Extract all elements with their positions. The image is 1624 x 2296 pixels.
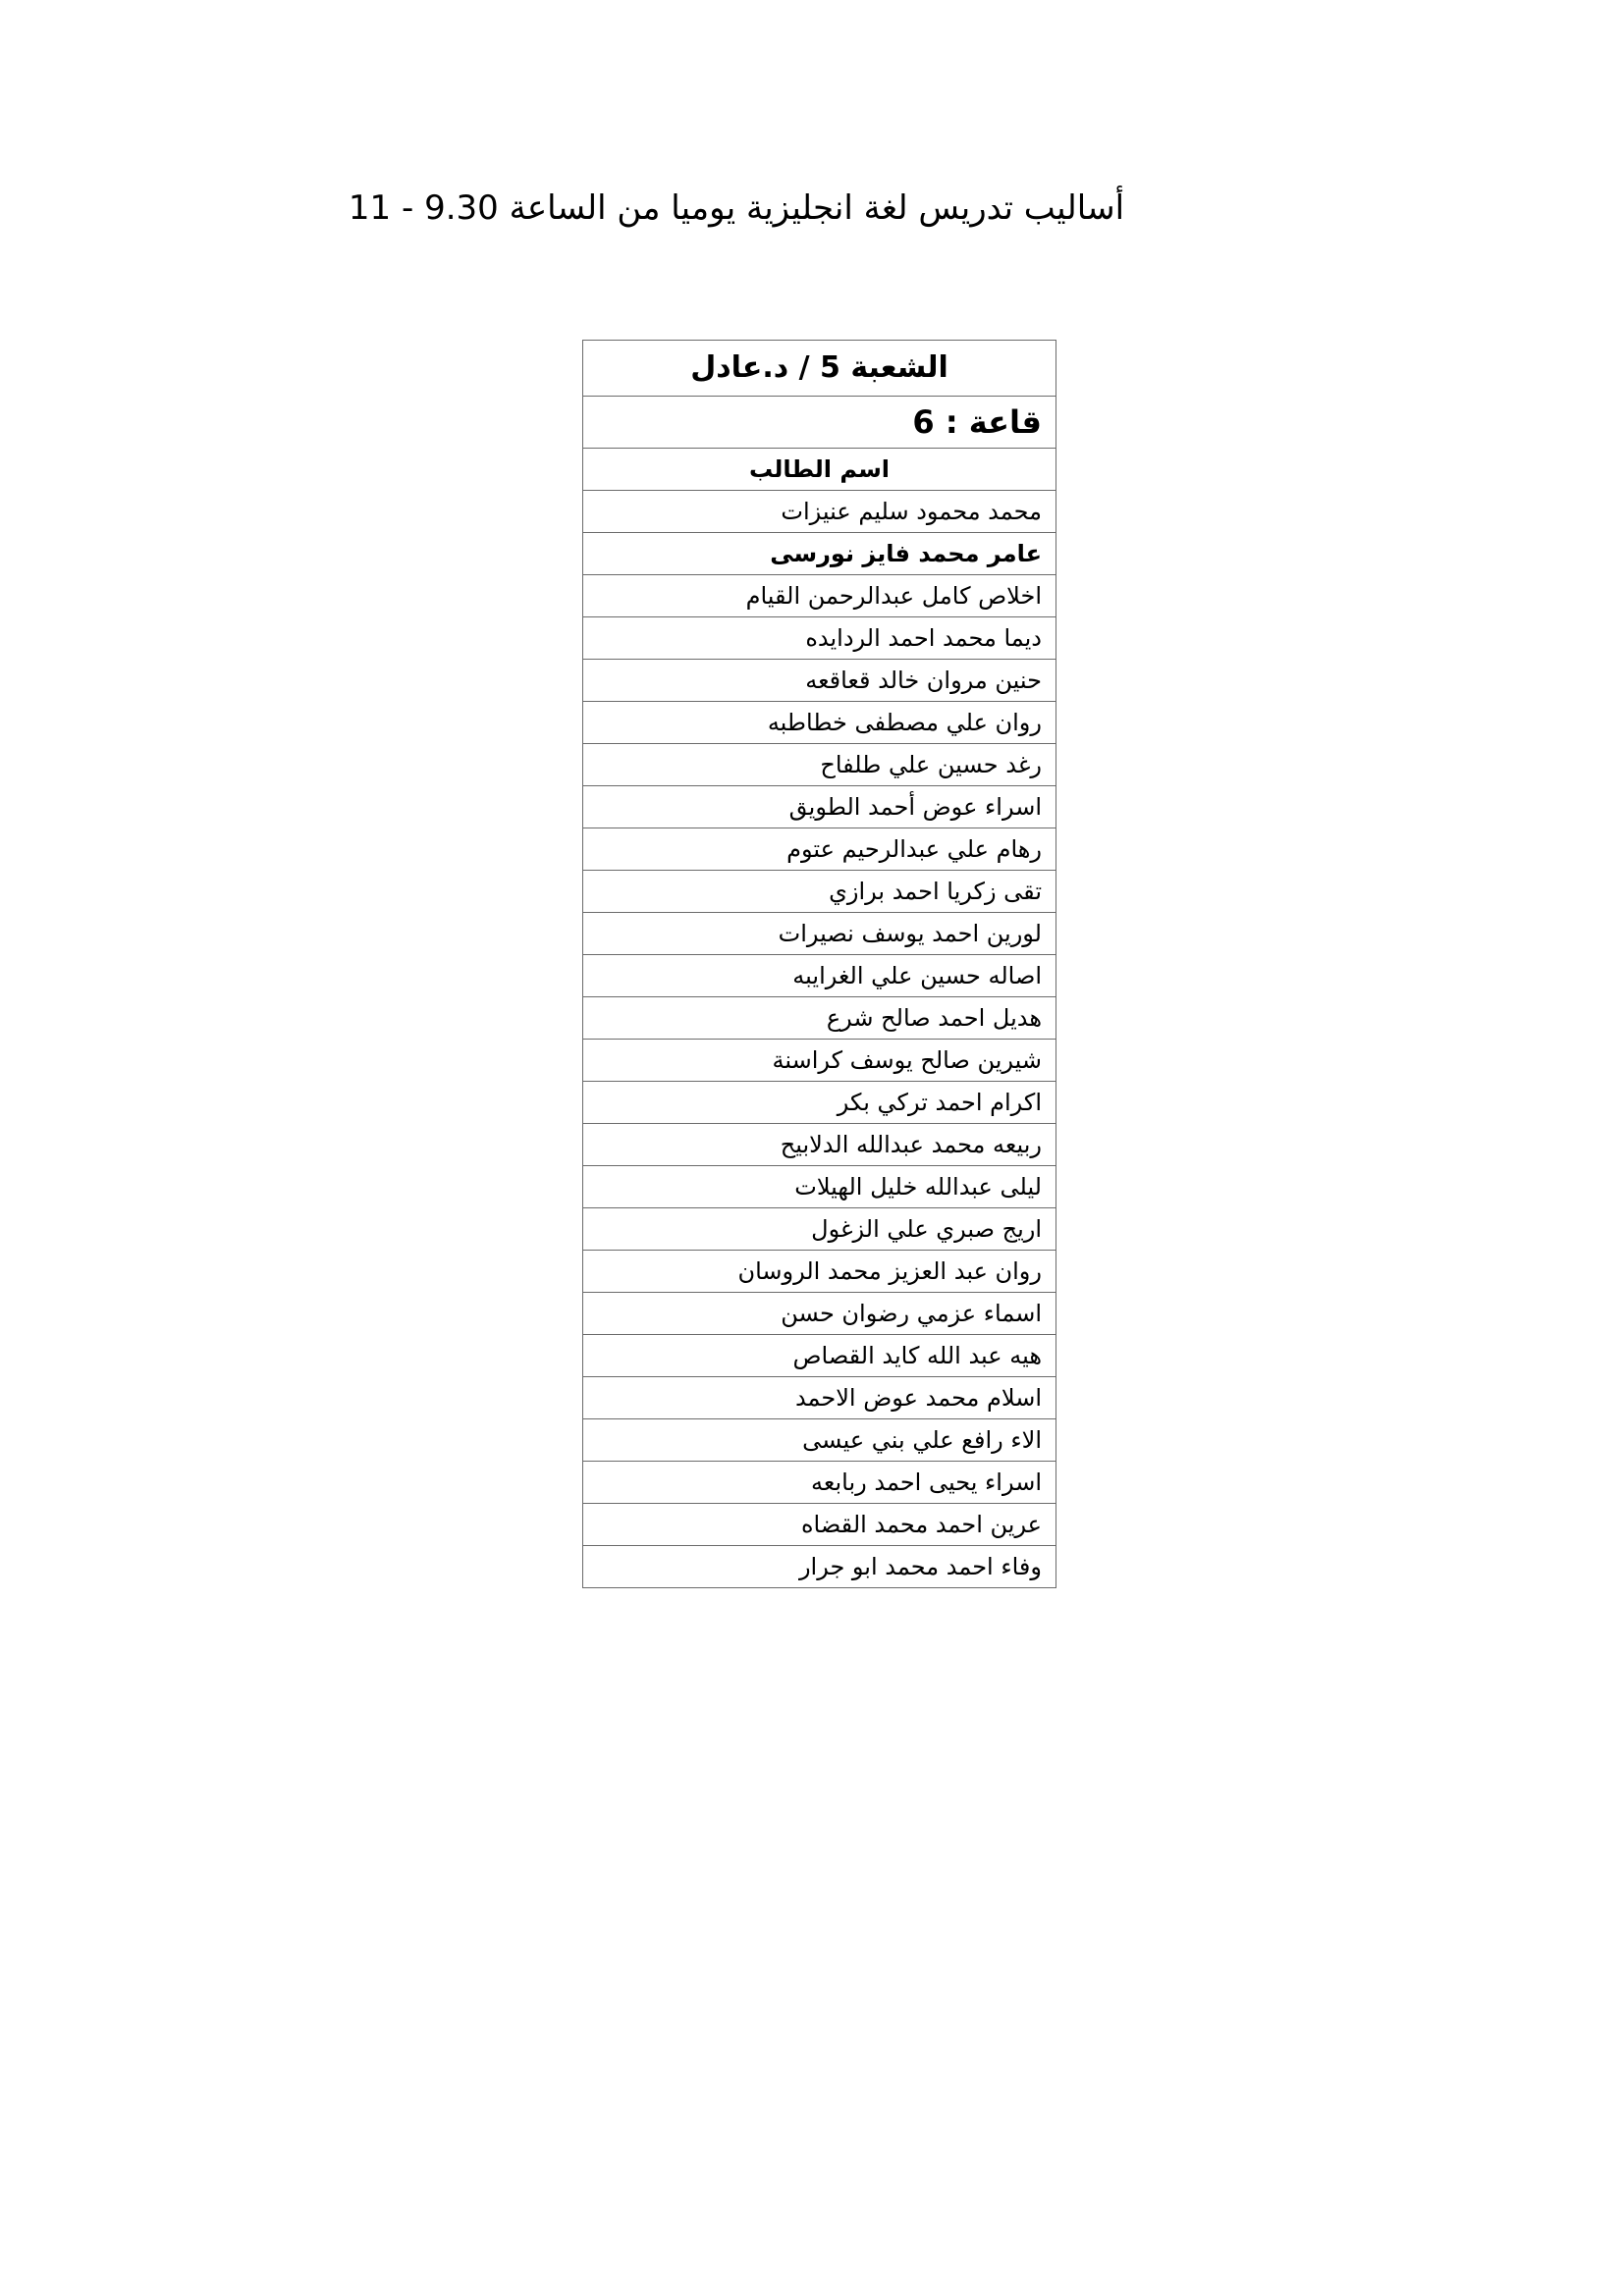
student-name: عامر محمد فايز نورسى: [583, 533, 1056, 575]
table-row: [583, 871, 1056, 913]
room-label: قاعة : 6: [583, 397, 1056, 449]
table-row: [583, 1166, 1056, 1208]
student-name: اسلام محمد عوض الاحمد: [583, 1377, 1056, 1419]
table-row: [583, 828, 1056, 871]
table-row: [583, 575, 1056, 617]
table-row: [583, 1462, 1056, 1504]
student-name: اسماء عزمي رضوان حسن: [583, 1293, 1056, 1335]
student-name: اصاله حسين علي الغرايبه: [583, 955, 1056, 997]
student-name: اخلاص كامل عبدالرحمن القيام: [583, 575, 1056, 617]
student-name: وفاء احمد محمد ابو جرار: [583, 1546, 1056, 1588]
student-name: اسراء عوض أحمد الطويق: [583, 786, 1056, 828]
table-row: [583, 1377, 1056, 1419]
student-name: هديل احمد صالح شرع: [583, 997, 1056, 1040]
table-row: [583, 617, 1056, 660]
column-header-row: [583, 449, 1056, 491]
student-name: ربيعه محمد عبدالله الدلابيح: [583, 1124, 1056, 1166]
student-name: اكرام احمد تركي بكر: [583, 1082, 1056, 1124]
student-name: رغد حسين علي طلفاح: [583, 744, 1056, 786]
table-row: [583, 1040, 1056, 1082]
table-row: [583, 744, 1056, 786]
student-name: روان علي مصطفى خطاطبه: [583, 702, 1056, 744]
section-row: [583, 341, 1056, 397]
student-name: عرين احمد محمد القضاه: [583, 1504, 1056, 1546]
table-row: [583, 1293, 1056, 1335]
table-row: [583, 1335, 1056, 1377]
table-row: [583, 913, 1056, 955]
student-name: روان عبد العزيز محمد الروسان: [583, 1251, 1056, 1293]
room-row: [583, 397, 1056, 449]
student-name: هيه عبد الله كايد القصاص: [583, 1335, 1056, 1377]
table-row: [583, 786, 1056, 828]
student-name: الاء رافع علي بني عيسى: [583, 1419, 1056, 1462]
student-name: محمد محمود سليم عنيزات: [583, 491, 1056, 533]
column-header-student-name: اسم الطالب: [583, 449, 1056, 491]
student-name: رهام علي عبدالرحيم عتوم: [583, 828, 1056, 871]
table-row: [583, 1124, 1056, 1166]
student-roster-table: [582, 340, 1056, 1588]
table-row: [583, 660, 1056, 702]
student-name: شيرين صالح يوسف كراسنة: [583, 1040, 1056, 1082]
table-row: [583, 533, 1056, 575]
student-name: تقى زكريا احمد برازي: [583, 871, 1056, 913]
student-name: اسراء يحيى احمد ربابعه: [583, 1462, 1056, 1504]
section-label: الشعبة 5 / د.عادل: [583, 341, 1056, 397]
roster-body: [583, 341, 1056, 1588]
table-row: [583, 491, 1056, 533]
table-row: [583, 1251, 1056, 1293]
student-name: ليلى عبدالله خليل الهيلات: [583, 1166, 1056, 1208]
table-row: [583, 955, 1056, 997]
document-title: أساليب تدريس لغة انجليزية يوميا من الساعة 9.30 - 11: [348, 188, 1125, 228]
student-name: حنين مروان خالد قعاقعه: [583, 660, 1056, 702]
student-name: اريج صبري علي الزغول: [583, 1208, 1056, 1251]
student-name: لورين احمد يوسف نصيرات: [583, 913, 1056, 955]
table-row: [583, 1082, 1056, 1124]
table-row: [583, 1504, 1056, 1546]
table-row: [583, 1546, 1056, 1588]
table-row: [583, 1419, 1056, 1462]
table-row: [583, 997, 1056, 1040]
student-name: ديما محمد احمد الردايده: [583, 617, 1056, 660]
table-row: [583, 702, 1056, 744]
table-row: [583, 1208, 1056, 1251]
